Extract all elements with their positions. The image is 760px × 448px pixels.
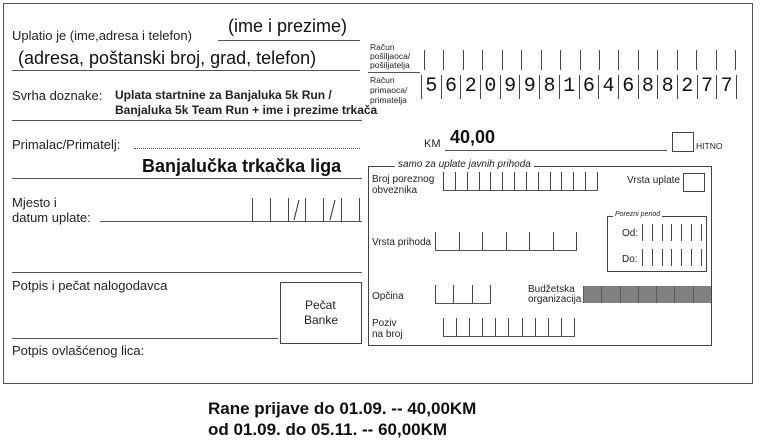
- public-revenue-title: samo za uplate javnih prihoda: [395, 159, 534, 170]
- reference-number-input[interactable]: [443, 318, 575, 336]
- urgent-label: HITNO: [696, 141, 723, 151]
- purpose-label: Svrha doznake:: [12, 88, 103, 103]
- account-digit: 0: [480, 75, 500, 99]
- account-digit: 6: [618, 75, 638, 99]
- sender-account-label-2: pošiljaoca/: [370, 51, 411, 61]
- tax-number-label-1: Broj poreznog: [372, 174, 435, 185]
- budget-org-label-1: Budžetska: [528, 284, 575, 295]
- purpose-line: [12, 120, 362, 121]
- urgent-checkbox[interactable]: [672, 132, 694, 152]
- tax-period-to-input[interactable]: [642, 249, 702, 266]
- sender-account-input[interactable]: [424, 50, 736, 70]
- amount-field[interactable]: 40,00: [450, 127, 496, 147]
- account-digit: 9: [500, 75, 520, 99]
- recipient-account-input[interactable]: [421, 75, 737, 99]
- amount-line: [445, 150, 667, 151]
- payment-type-input[interactable]: [683, 173, 705, 192]
- purpose-line-1[interactable]: Uplata startnine za Banjaluka 5k Run /: [115, 88, 332, 102]
- municipality-label: Opčina: [372, 291, 404, 302]
- account-digit: 8: [539, 75, 559, 99]
- account-digit: 8: [638, 75, 658, 99]
- payer-address-field[interactable]: (adresa, poštanski broj, grad, telefon): [18, 48, 317, 68]
- authorized-signature-label: Potpis ovlašćenog lica:: [12, 343, 145, 358]
- recipient-name-field[interactable]: Banjalučka trkačka liga: [142, 156, 342, 176]
- currency-label: KM: [424, 138, 441, 150]
- account-digit: 2: [460, 75, 480, 99]
- orderer-signature-line: [12, 338, 278, 339]
- footer-early-price: Rane prijave do 01.09. -- 40,00KM: [208, 399, 477, 418]
- payer-name-line: [218, 40, 360, 41]
- sender-account-label-1: Račun: [370, 42, 395, 52]
- sender-account-label-3: pošiljatelja: [370, 60, 410, 70]
- recipient-dotted-line: [134, 148, 360, 149]
- revenue-type-label: Vrsta prihoda: [372, 237, 432, 248]
- recipient-account-label-3: primatelja: [370, 95, 407, 105]
- reference-base: [443, 336, 575, 337]
- payer-label: Uplatio je (ime,adresa i telefon): [12, 28, 192, 43]
- reference-label-1: Poziv: [372, 318, 397, 329]
- tax-number-base: [443, 190, 598, 191]
- reference-label-2: na broj: [372, 329, 403, 340]
- tax-period-from-label: Od:: [622, 228, 639, 239]
- payer-address-line: [12, 70, 360, 71]
- tax-period-to-label: Do:: [622, 254, 638, 265]
- recipient-account-label-2: primaoca/: [370, 85, 408, 95]
- tax-number-label-2: obveznika: [372, 185, 418, 196]
- revenue-type-base: [435, 250, 577, 251]
- account-digit: 7: [716, 75, 737, 99]
- place-date-bottom-line: [12, 272, 362, 273]
- bank-stamp-label-2: Banke: [304, 313, 339, 327]
- account-digit: 6: [579, 75, 599, 99]
- place-date-label-1: Mjesto i: [12, 195, 57, 210]
- recipient-line: [12, 178, 362, 179]
- budget-org-label-2: organizacija: [528, 294, 582, 305]
- bank-stamp-label-1: Pečat: [305, 298, 336, 312]
- payer-name-field[interactable]: (ime i prezime): [228, 16, 348, 36]
- municipality-input[interactable]: [435, 285, 491, 303]
- place-date-label-2: datum uplate:: [12, 210, 91, 225]
- recipient-account-label-1: Račun: [370, 75, 395, 85]
- account-digit: 7: [697, 75, 717, 99]
- payment-type-label: Vrsta uplate: [627, 175, 680, 186]
- date-separators: [282, 198, 362, 222]
- sender-account-divider: [368, 72, 420, 73]
- account-digit: 4: [598, 75, 618, 99]
- account-digit: 9: [519, 75, 539, 99]
- account-digit: 6: [441, 75, 461, 99]
- orderer-signature-label: Potpis i pečat nalogodavca: [12, 278, 168, 293]
- account-digit: 1: [559, 75, 579, 99]
- tax-period-from-input[interactable]: [642, 224, 702, 241]
- footer-late-price: od 01.09. do 05.11. -- 60,00KM: [208, 420, 448, 439]
- account-digit: 5: [421, 75, 441, 99]
- account-digit: 2: [677, 75, 697, 99]
- budget-org-input: [583, 286, 711, 303]
- purpose-line-2[interactable]: Banjaluka 5k Team Run + ime i prezime trkača: [115, 103, 378, 117]
- account-digit: 8: [657, 75, 677, 99]
- tax-period-label: Porezni period: [615, 211, 661, 218]
- revenue-type-input[interactable]: [435, 232, 577, 250]
- tax-number-input[interactable]: [443, 172, 598, 190]
- recipient-label: Primalac/Primatelj:: [12, 137, 121, 152]
- municipality-base: [435, 303, 491, 304]
